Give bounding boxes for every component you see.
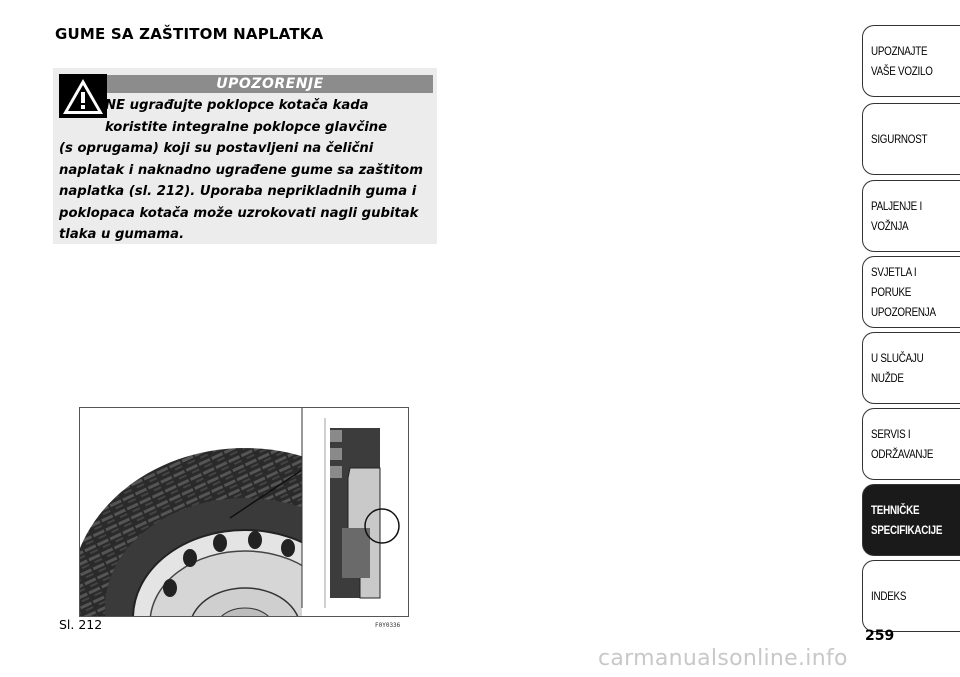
tab-label: SERVIS I ODRŽAVANJE [871, 427, 934, 461]
warning-header: UPOZORENJE [107, 75, 433, 93]
warning-body: (s oprugama) koji su postavljeni na čelični naplatak i naknadno ugrađene gume sa zaštitom naplatka (sl. 212). Uporaba neprikladnih guma i poklopaca kotača može uzrokovati nagli gubitak tlaka u gumama. [59, 141, 423, 242]
warning-box [53, 68, 437, 244]
warning-line-2: koristite integralne poklopce glavčine [105, 119, 388, 135]
tab-upoznajte-vase-vozilo[interactable] [862, 25, 960, 97]
tab-label: SIGURNOST [871, 132, 928, 146]
tab-label: PALJENJE I VOŽNJA [871, 199, 922, 233]
watermark: carmanualsonline.info [598, 646, 848, 671]
tab-indeks[interactable] [862, 560, 960, 632]
figure-caption: Sl. 212 [59, 617, 103, 632]
tab-sigurnost[interactable] [862, 103, 960, 175]
tire-figure [79, 407, 409, 617]
warning-line-1: NE ugrađujte poklopce kotača kada [105, 98, 369, 113]
warning-text [59, 95, 435, 246]
tire-illustration [80, 408, 409, 617]
page-number: 259 [865, 628, 895, 644]
tab-label: TEHNIČKE SPECIFIKACIJE [871, 503, 943, 537]
tab-servis-i-odrzavanje[interactable] [862, 408, 960, 480]
tab-u-slucaju-nuzde[interactable] [862, 332, 960, 404]
tab-label: UPOZNAJTE VAŠE VOZILO [871, 44, 933, 78]
tab-label: U SLUČAJU NUŽDE [871, 351, 924, 385]
tab-tehnicke-specifikacije[interactable] [862, 484, 960, 556]
tab-paljenje-i-voznja[interactable] [862, 180, 960, 252]
section-title: GUME SA ZAŠTITOM NAPLATKA [55, 25, 324, 43]
tab-label: INDEKS [871, 589, 907, 603]
figure-code: F0Y0336 [375, 622, 401, 629]
tab-label: SVJETLA I PORUKE UPOZORENJA [871, 265, 936, 319]
tab-svjetla-i-poruke[interactable] [862, 256, 960, 328]
